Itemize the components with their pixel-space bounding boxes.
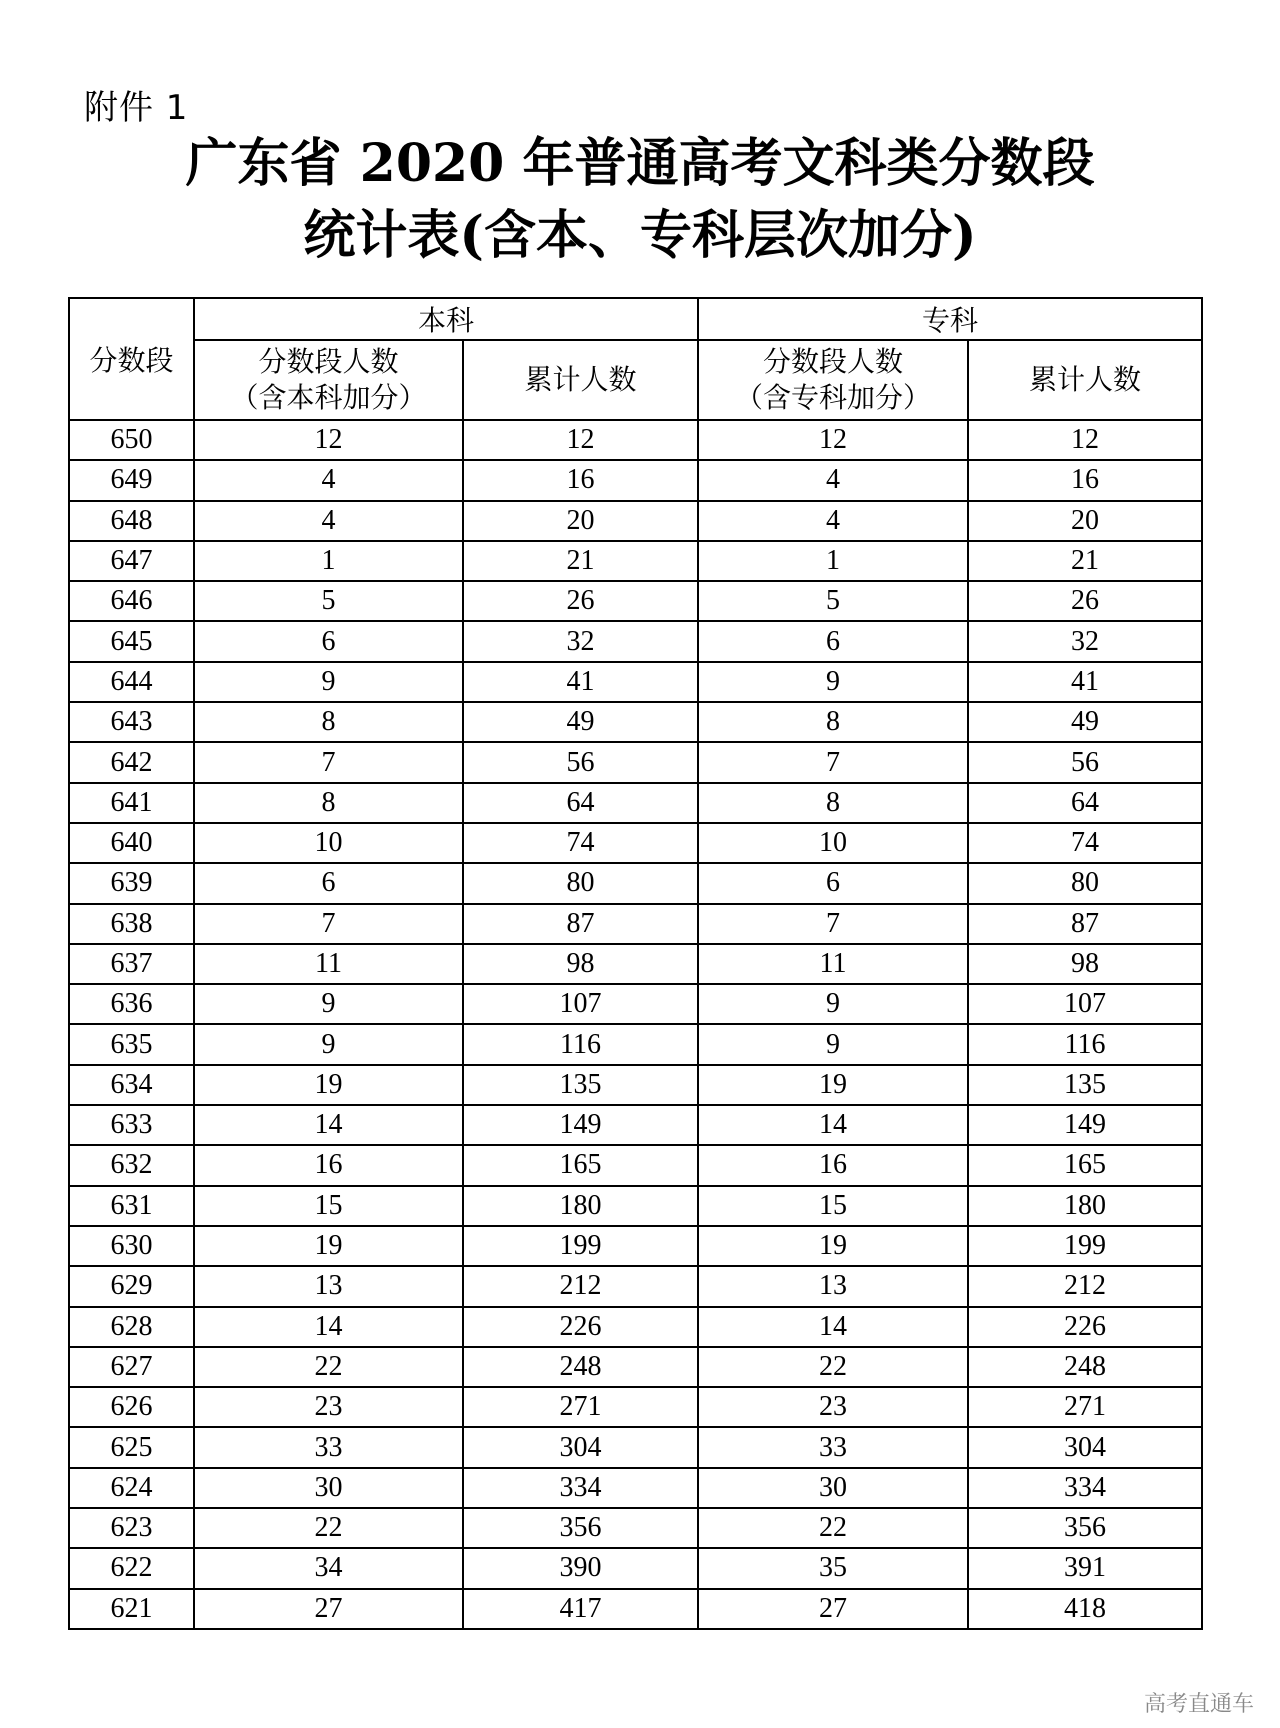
cell-junior-cumulative: 56 [968, 742, 1202, 782]
cell-undergrad-cumulative: 304 [463, 1427, 698, 1467]
cell-score: 641 [69, 783, 194, 823]
cell-junior-cumulative: 248 [968, 1347, 1202, 1387]
cell-junior-cumulative: 49 [968, 702, 1202, 742]
table-row [69, 1266, 1202, 1306]
table-row [69, 662, 1202, 702]
cell-junior-count: 11 [698, 944, 968, 984]
cell-score: 629 [69, 1266, 194, 1306]
cell-junior-count: 23 [698, 1387, 968, 1427]
cell-undergrad-count: 7 [194, 742, 463, 782]
cell-junior-cumulative: 74 [968, 823, 1202, 863]
table-row [69, 1065, 1202, 1105]
cell-undergrad-count: 15 [194, 1186, 463, 1226]
table-row [69, 1548, 1202, 1588]
table-row [69, 863, 1202, 903]
cell-score: 635 [69, 1024, 194, 1064]
cell-junior-count: 15 [698, 1186, 968, 1226]
cell-undergrad-count: 8 [194, 783, 463, 823]
cell-score: 644 [69, 662, 194, 702]
cell-undergrad-count: 22 [194, 1347, 463, 1387]
watermark: 高考直通车 [1143, 1692, 1254, 1717]
cell-undergrad-count: 6 [194, 621, 463, 661]
cell-junior-count: 6 [698, 863, 968, 903]
cell-junior-count: 4 [698, 460, 968, 500]
cell-score: 625 [69, 1427, 194, 1467]
cell-junior-cumulative: 64 [968, 783, 1202, 823]
cell-junior-cumulative: 391 [968, 1548, 1202, 1588]
cell-junior-cumulative: 180 [968, 1186, 1202, 1226]
cell-junior-cumulative: 418 [968, 1589, 1202, 1629]
page-title-line-2: 统计表(含本、专科层次加分) [303, 205, 977, 266]
cell-junior-count: 8 [698, 702, 968, 742]
cell-undergrad-cumulative: 149 [463, 1105, 698, 1145]
cell-undergrad-count: 4 [194, 501, 463, 541]
cell-score: 636 [69, 984, 194, 1024]
cell-undergrad-count: 7 [194, 904, 463, 944]
cell-undergrad-cumulative: 16 [463, 460, 698, 500]
cell-undergrad-count: 22 [194, 1508, 463, 1548]
cell-undergrad-count: 11 [194, 944, 463, 984]
cell-score: 622 [69, 1548, 194, 1588]
cell-undergrad-count: 19 [194, 1226, 463, 1266]
cell-junior-count: 27 [698, 1589, 968, 1629]
cell-junior-count: 9 [698, 662, 968, 702]
cell-undergrad-count: 14 [194, 1307, 463, 1347]
cell-junior-count: 16 [698, 1145, 968, 1185]
cell-score: 637 [69, 944, 194, 984]
cell-undergrad-count: 16 [194, 1145, 463, 1185]
cell-junior-count: 7 [698, 742, 968, 782]
cell-junior-count: 14 [698, 1307, 968, 1347]
cell-junior-cumulative: 41 [968, 662, 1202, 702]
cell-score: 638 [69, 904, 194, 944]
table-row [69, 702, 1202, 742]
cell-junior-cumulative: 149 [968, 1105, 1202, 1145]
cell-score: 627 [69, 1347, 194, 1387]
table-row [69, 420, 1202, 460]
table-row [69, 1145, 1202, 1185]
cell-undergrad-cumulative: 98 [463, 944, 698, 984]
cell-undergrad-cumulative: 135 [463, 1065, 698, 1105]
cell-junior-cumulative: 135 [968, 1065, 1202, 1105]
cell-junior-cumulative: 271 [968, 1387, 1202, 1427]
cell-junior-cumulative: 21 [968, 541, 1202, 581]
cell-undergrad-count: 34 [194, 1548, 463, 1588]
cell-undergrad-cumulative: 64 [463, 783, 698, 823]
cell-junior-cumulative: 26 [968, 581, 1202, 621]
cell-junior-cumulative: 12 [968, 420, 1202, 460]
attachment-label: 附件 1 [84, 88, 189, 128]
cell-undergrad-count: 27 [194, 1589, 463, 1629]
cell-junior-count: 7 [698, 904, 968, 944]
cell-score: 646 [69, 581, 194, 621]
cell-score: 631 [69, 1186, 194, 1226]
cell-junior-cumulative: 87 [968, 904, 1202, 944]
cell-junior-count: 19 [698, 1226, 968, 1266]
header-junior-count [698, 340, 968, 420]
cell-undergrad-cumulative: 390 [463, 1548, 698, 1588]
cell-undergrad-cumulative: 74 [463, 823, 698, 863]
cell-junior-cumulative: 304 [968, 1427, 1202, 1467]
cell-junior-count: 4 [698, 501, 968, 541]
cell-junior-cumulative: 165 [968, 1145, 1202, 1185]
table-row [69, 581, 1202, 621]
cell-undergrad-count: 13 [194, 1266, 463, 1306]
cell-junior-count: 9 [698, 1024, 968, 1064]
table-row [69, 1508, 1202, 1548]
cell-score: 648 [69, 501, 194, 541]
table-row [69, 621, 1202, 661]
cell-junior-count: 8 [698, 783, 968, 823]
cell-undergrad-cumulative: 180 [463, 1186, 698, 1226]
cell-score: 649 [69, 460, 194, 500]
header-junior-cumulative: 累计人数 [968, 340, 1202, 420]
cell-score: 632 [69, 1145, 194, 1185]
cell-undergrad-cumulative: 32 [463, 621, 698, 661]
header-junior-count-line2: （含专科加分） [735, 381, 932, 414]
cell-undergrad-count: 9 [194, 1024, 463, 1064]
cell-undergrad-cumulative: 334 [463, 1468, 698, 1508]
cell-undergrad-cumulative: 226 [463, 1307, 698, 1347]
cell-junior-cumulative: 116 [968, 1024, 1202, 1064]
table-row [69, 742, 1202, 782]
table-row [69, 944, 1202, 984]
cell-undergrad-count: 9 [194, 984, 463, 1024]
cell-junior-count: 5 [698, 581, 968, 621]
table-row [69, 984, 1202, 1024]
cell-junior-cumulative: 212 [968, 1266, 1202, 1306]
header-undergrad-cumulative: 累计人数 [463, 340, 698, 420]
cell-junior-count: 22 [698, 1508, 968, 1548]
cell-score: 647 [69, 541, 194, 581]
cell-score: 643 [69, 702, 194, 742]
cell-score: 650 [69, 420, 194, 460]
cell-undergrad-count: 8 [194, 702, 463, 742]
table-row [69, 1226, 1202, 1266]
cell-junior-cumulative: 226 [968, 1307, 1202, 1347]
cell-undergrad-count: 30 [194, 1468, 463, 1508]
table-row [69, 460, 1202, 500]
cell-score: 630 [69, 1226, 194, 1266]
cell-undergrad-cumulative: 248 [463, 1347, 698, 1387]
cell-undergrad-cumulative: 212 [463, 1266, 698, 1306]
cell-undergrad-count: 5 [194, 581, 463, 621]
cell-undergrad-count: 1 [194, 541, 463, 581]
cell-score: 628 [69, 1307, 194, 1347]
cell-undergrad-cumulative: 26 [463, 581, 698, 621]
table-row [69, 501, 1202, 541]
table-row [69, 904, 1202, 944]
cell-junior-count: 13 [698, 1266, 968, 1306]
table-row [69, 783, 1202, 823]
cell-junior-count: 1 [698, 541, 968, 581]
table-row [69, 541, 1202, 581]
cell-undergrad-count: 9 [194, 662, 463, 702]
page-title-line-1: 广东省 2020 年普通高考文科类分数段 [185, 133, 1095, 194]
cell-junior-count: 33 [698, 1427, 968, 1467]
cell-junior-count: 9 [698, 984, 968, 1024]
cell-undergrad-cumulative: 12 [463, 420, 698, 460]
header-undergrad-count-line2: （含本科加分） [230, 381, 427, 414]
cell-junior-count: 6 [698, 621, 968, 661]
cell-junior-cumulative: 356 [968, 1508, 1202, 1548]
cell-score: 624 [69, 1468, 194, 1508]
cell-junior-cumulative: 98 [968, 944, 1202, 984]
cell-undergrad-cumulative: 165 [463, 1145, 698, 1185]
cell-score: 623 [69, 1508, 194, 1548]
cell-undergrad-count: 23 [194, 1387, 463, 1427]
cell-junior-count: 10 [698, 823, 968, 863]
cell-junior-count: 12 [698, 420, 968, 460]
cell-score: 639 [69, 863, 194, 903]
table-row [69, 1468, 1202, 1508]
cell-undergrad-count: 14 [194, 1105, 463, 1145]
cell-junior-cumulative: 16 [968, 460, 1202, 500]
cell-undergrad-count: 10 [194, 823, 463, 863]
cell-junior-count: 14 [698, 1105, 968, 1145]
cell-score: 633 [69, 1105, 194, 1145]
cell-undergrad-cumulative: 356 [463, 1508, 698, 1548]
cell-junior-cumulative: 20 [968, 501, 1202, 541]
cell-undergrad-count: 4 [194, 460, 463, 500]
cell-score: 621 [69, 1589, 194, 1629]
table-body [69, 420, 1202, 1629]
cell-score: 626 [69, 1387, 194, 1427]
cell-undergrad-count: 6 [194, 863, 463, 903]
cell-junior-count: 22 [698, 1347, 968, 1387]
cell-undergrad-cumulative: 271 [463, 1387, 698, 1427]
cell-score: 640 [69, 823, 194, 863]
cell-junior-cumulative: 32 [968, 621, 1202, 661]
cell-undergrad-count: 12 [194, 420, 463, 460]
header-junior-count-line1: 分数段人数 [763, 345, 904, 378]
header-undergrad-group: 本科 [194, 298, 698, 340]
cell-junior-count: 19 [698, 1065, 968, 1105]
cell-junior-cumulative: 80 [968, 863, 1202, 903]
cell-junior-cumulative: 107 [968, 984, 1202, 1024]
header-undergrad-count [194, 340, 463, 420]
cell-junior-count: 35 [698, 1548, 968, 1588]
cell-undergrad-cumulative: 56 [463, 742, 698, 782]
header-junior-group: 专科 [698, 298, 1202, 340]
table-row [69, 1307, 1202, 1347]
table-row [69, 1347, 1202, 1387]
table-row [69, 823, 1202, 863]
table-row [69, 1186, 1202, 1226]
cell-undergrad-cumulative: 199 [463, 1226, 698, 1266]
cell-undergrad-cumulative: 87 [463, 904, 698, 944]
table-row [69, 1387, 1202, 1427]
table-row [69, 1105, 1202, 1145]
cell-junior-count: 30 [698, 1468, 968, 1508]
cell-undergrad-cumulative: 20 [463, 501, 698, 541]
cell-junior-cumulative: 334 [968, 1468, 1202, 1508]
cell-undergrad-cumulative: 21 [463, 541, 698, 581]
cell-undergrad-cumulative: 41 [463, 662, 698, 702]
score-distribution-table [68, 297, 1203, 1630]
cell-junior-cumulative: 199 [968, 1226, 1202, 1266]
table-row [69, 1427, 1202, 1467]
table-row [69, 1589, 1202, 1629]
cell-undergrad-count: 33 [194, 1427, 463, 1467]
cell-score: 645 [69, 621, 194, 661]
header-undergrad-count-line1: 分数段人数 [258, 345, 399, 378]
cell-undergrad-cumulative: 49 [463, 702, 698, 742]
cell-undergrad-cumulative: 107 [463, 984, 698, 1024]
table-row [69, 1024, 1202, 1064]
cell-undergrad-cumulative: 417 [463, 1589, 698, 1629]
cell-undergrad-count: 19 [194, 1065, 463, 1105]
cell-undergrad-cumulative: 80 [463, 863, 698, 903]
cell-score: 634 [69, 1065, 194, 1105]
header-score-range: 分数段 [69, 298, 194, 420]
cell-score: 642 [69, 742, 194, 782]
cell-undergrad-cumulative: 116 [463, 1024, 698, 1064]
